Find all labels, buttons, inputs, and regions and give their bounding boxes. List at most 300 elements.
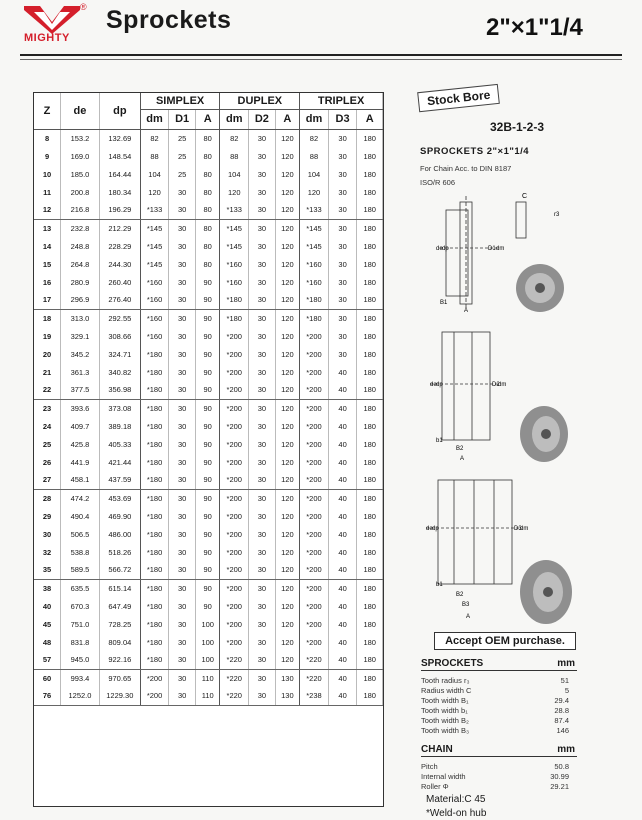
header-de: de [61, 93, 100, 129]
table-cell: 490.4 [61, 507, 100, 525]
table-cell: 196.29 [99, 201, 140, 219]
table-cell: *180 [140, 543, 169, 561]
table-cell: *180 [140, 471, 169, 489]
table-cell: 30 [249, 165, 276, 183]
table-cell: 30 [169, 651, 196, 669]
table-cell: 120 [275, 165, 300, 183]
table-cell: *180 [140, 363, 169, 381]
table-cell: *200 [300, 579, 329, 597]
table-cell: 40 [328, 669, 357, 687]
table-cell: 30 [34, 525, 61, 543]
label-a: A [460, 456, 465, 462]
table-cell: 276.40 [99, 291, 140, 309]
table-cell: 30 [169, 561, 196, 579]
table-cell: 180 [357, 129, 383, 147]
table-cell: 28 [34, 489, 61, 507]
table-cell: 922.16 [99, 651, 140, 669]
table-cell: 180 [357, 615, 383, 633]
table-cell: 180 [357, 381, 383, 399]
table-cell: 120 [275, 615, 300, 633]
table-cell: 30 [169, 183, 196, 201]
label-de: de [430, 382, 437, 388]
table-cell: 40 [328, 543, 357, 561]
table-cell: *145 [300, 237, 329, 255]
table-cell: *200 [220, 615, 249, 633]
table-row [34, 291, 383, 309]
table-cell: 120 [275, 309, 300, 327]
table-cell: 506.5 [61, 525, 100, 543]
table-cell: 148.54 [99, 147, 140, 165]
table-cell: 40 [328, 399, 357, 417]
table-cell: 421.44 [99, 453, 140, 471]
table-cell: *220 [220, 687, 249, 705]
table-cell: 30 [169, 489, 196, 507]
table-cell: *180 [140, 381, 169, 399]
table-cell: 30 [249, 489, 276, 507]
table-cell: 809.04 [99, 633, 140, 651]
property-row [421, 696, 577, 705]
table-cell: *220 [300, 669, 329, 687]
table-cell: 88 [140, 147, 169, 165]
table-cell: 30 [169, 345, 196, 363]
table-row [34, 381, 383, 399]
table-row [34, 327, 383, 345]
table-cell: 120 [275, 327, 300, 345]
table-cell: 180 [357, 219, 383, 237]
table-row [34, 489, 383, 507]
table-cell: 120 [275, 363, 300, 381]
property-value: 29.4 [554, 696, 569, 705]
table-cell: 30 [169, 471, 196, 489]
property-row [421, 706, 577, 715]
table-cell: 30 [328, 219, 357, 237]
table-cell: 538.8 [61, 543, 100, 561]
table-cell: 30 [169, 417, 196, 435]
table-cell: *200 [300, 507, 329, 525]
property-row [421, 782, 577, 791]
table-cell: 30 [328, 345, 357, 363]
header-dp: dp [99, 93, 140, 129]
label-a: A [464, 308, 469, 314]
table-cell: 104 [140, 165, 169, 183]
table-cell: *180 [140, 417, 169, 435]
table-cell: 30 [249, 399, 276, 417]
table-cell: 40 [328, 435, 357, 453]
table-row [34, 633, 383, 651]
table-cell: 30 [169, 579, 196, 597]
table-cell: 90 [195, 453, 220, 471]
table-cell: *200 [300, 633, 329, 651]
table-cell: 260.40 [99, 273, 140, 291]
table-cell: 185.0 [61, 165, 100, 183]
table-cell: *133 [140, 201, 169, 219]
table-row [34, 669, 383, 687]
header-a: A [275, 109, 300, 129]
table-cell: 30 [249, 381, 276, 399]
sprocket-table [33, 92, 384, 807]
table-cell: 831.8 [61, 633, 100, 651]
table-cell: 90 [195, 309, 220, 327]
table-cell: 80 [195, 129, 220, 147]
table-cell: 30 [169, 291, 196, 309]
label-d3: D3 [514, 526, 522, 532]
table-cell: *180 [300, 291, 329, 309]
table-cell: 120 [300, 183, 329, 201]
table-cell: 635.5 [61, 579, 100, 597]
header-simplex: SIMPLEX [140, 93, 220, 109]
table-cell: 566.72 [99, 561, 140, 579]
property-label: Tooth width b₁ [421, 706, 468, 715]
table-cell: 8 [34, 129, 61, 147]
header-a: A [195, 109, 220, 129]
table-cell: *180 [140, 525, 169, 543]
table-cell: 647.49 [99, 597, 140, 615]
table-cell: *200 [220, 561, 249, 579]
property-row [421, 686, 577, 695]
table-cell: *160 [300, 255, 329, 273]
table-row [34, 309, 383, 327]
table-cell: 12 [34, 201, 61, 219]
table-cell: 60 [34, 669, 61, 687]
table-cell: 40 [328, 381, 357, 399]
table-cell: 25 [169, 147, 196, 165]
table-cell: 30 [328, 183, 357, 201]
table-cell: 30 [249, 435, 276, 453]
table-cell: 751.0 [61, 615, 100, 633]
table-cell: 20 [34, 345, 61, 363]
table-cell: 180 [357, 669, 383, 687]
table-cell: 30 [169, 219, 196, 237]
table-cell: *200 [140, 669, 169, 687]
table-cell: 80 [195, 165, 220, 183]
table-row [34, 417, 383, 435]
table-cell: 100 [195, 633, 220, 651]
table-cell: 30 [169, 327, 196, 345]
table-cell: 589.5 [61, 561, 100, 579]
table-cell: 90 [195, 345, 220, 363]
table-cell: *200 [220, 525, 249, 543]
table-cell: 180 [357, 165, 383, 183]
table-cell: 180 [357, 597, 383, 615]
table-cell: 441.9 [61, 453, 100, 471]
table-cell: 27 [34, 471, 61, 489]
table-cell: 180 [357, 255, 383, 273]
table-cell: 244.30 [99, 255, 140, 273]
table-cell: 329.1 [61, 327, 100, 345]
table-cell: *238 [300, 687, 329, 705]
table-cell: *200 [300, 615, 329, 633]
table-cell: *220 [300, 651, 329, 669]
table-cell: 40 [328, 363, 357, 381]
table-cell: 164.44 [99, 165, 140, 183]
table-row [34, 345, 383, 363]
table-cell: 40 [328, 525, 357, 543]
table-cell: *200 [220, 597, 249, 615]
table-cell: 120 [275, 129, 300, 147]
oem-banner: Accept OEM purchase. [434, 632, 576, 650]
table-cell: 30 [249, 651, 276, 669]
table-cell: 180 [357, 543, 383, 561]
table-cell: *200 [220, 399, 249, 417]
table-cell: 30 [328, 201, 357, 219]
table-cell: 228.29 [99, 237, 140, 255]
table-cell: 361.3 [61, 363, 100, 381]
table-cell: *200 [220, 345, 249, 363]
table-cell: 40 [328, 471, 357, 489]
table-cell: 90 [195, 579, 220, 597]
table-cell: 30 [169, 615, 196, 633]
table-cell: 670.3 [61, 597, 100, 615]
table-cell: *180 [220, 309, 249, 327]
table-cell: 120 [275, 435, 300, 453]
table-cell: *180 [140, 579, 169, 597]
property-row [421, 762, 577, 771]
table-cell: 120 [275, 183, 300, 201]
table-cell: *200 [300, 381, 329, 399]
table-cell: 30 [249, 147, 276, 165]
table-cell: 120 [275, 471, 300, 489]
table-cell: 40 [328, 507, 357, 525]
table-cell: 180 [357, 183, 383, 201]
page-title: Sprockets [106, 6, 232, 34]
table-cell: 30 [328, 291, 357, 309]
property-label: Internal width [421, 772, 466, 781]
table-cell: *160 [220, 255, 249, 273]
table-cell: 90 [195, 435, 220, 453]
property-value: 87.4 [554, 716, 569, 725]
label-b2: B2 [456, 592, 464, 598]
property-label: Tooth radius r₃ [421, 676, 470, 685]
table-cell: 120 [275, 597, 300, 615]
table-cell: *200 [220, 417, 249, 435]
table-cell: *200 [300, 417, 329, 435]
label-b1: B1 [440, 300, 448, 306]
table-cell: 100 [195, 651, 220, 669]
table-cell: *200 [300, 471, 329, 489]
table-cell: 324.71 [99, 345, 140, 363]
sprocket-spec-title: SPROCKETS 2"×1"1/4 [420, 146, 530, 157]
table-cell: *180 [140, 345, 169, 363]
table-cell: 88 [220, 147, 249, 165]
table-row [34, 165, 383, 183]
table-cell: 23 [34, 399, 61, 417]
table-cell: 180 [357, 525, 383, 543]
table-cell: 80 [195, 255, 220, 273]
table-row [34, 543, 383, 561]
property-value: 51 [560, 676, 569, 685]
table-row [34, 363, 383, 381]
table-cell: *180 [140, 435, 169, 453]
table-cell: 82 [300, 129, 329, 147]
brand-name: MIGHTY [24, 32, 70, 44]
table-cell: *145 [220, 237, 249, 255]
table-cell: 30 [249, 579, 276, 597]
table-cell: 26 [34, 453, 61, 471]
divider [20, 59, 622, 60]
table-cell: 120 [275, 543, 300, 561]
table-cell: 30 [249, 507, 276, 525]
table-cell: 30 [169, 309, 196, 327]
table-cell: 458.1 [61, 471, 100, 489]
table-cell: 180 [357, 633, 383, 651]
table-cell: 30 [169, 543, 196, 561]
table-cell: 40 [328, 489, 357, 507]
chain-props-header: CHAIN mm [421, 744, 575, 755]
simplex-sprocket-photo [516, 264, 564, 312]
table-cell: 30 [328, 273, 357, 291]
table-cell: 30 [169, 525, 196, 543]
table-cell: *180 [140, 399, 169, 417]
table-cell: 30 [249, 255, 276, 273]
table-cell: 90 [195, 597, 220, 615]
table-cell: 993.4 [61, 669, 100, 687]
header-triplex: TRIPLEX [300, 93, 383, 109]
table-cell: 90 [195, 291, 220, 309]
table-cell: *160 [220, 273, 249, 291]
material-note: Material:C 45 [426, 794, 486, 805]
table-cell: *145 [140, 255, 169, 273]
table-cell: 90 [195, 489, 220, 507]
chain-spec: 2"×1"1/4 [486, 14, 583, 41]
table-cell: 25 [34, 435, 61, 453]
table-cell: 82 [140, 129, 169, 147]
table-cell: 180 [357, 435, 383, 453]
property-row [421, 716, 577, 725]
table-cell: 120 [275, 561, 300, 579]
table-cell: 1229.30 [99, 687, 140, 705]
table-cell: 30 [169, 435, 196, 453]
label-de: de [426, 526, 433, 532]
label-dm: dm [496, 246, 505, 252]
table-cell: 120 [275, 255, 300, 273]
table-cell: 389.18 [99, 417, 140, 435]
header-dm: dm [220, 109, 249, 129]
table-cell: 180 [357, 579, 383, 597]
table-cell: 180 [357, 237, 383, 255]
property-row [421, 676, 577, 685]
weld-note: *Weld-on hub [426, 808, 487, 819]
table-cell: 80 [195, 201, 220, 219]
label-de: de [436, 246, 443, 252]
table-cell: 232.8 [61, 219, 100, 237]
table-cell: 30 [169, 273, 196, 291]
table-cell: 90 [195, 525, 220, 543]
table-cell: 728.25 [99, 615, 140, 633]
label-a: A [466, 614, 471, 620]
table-cell: 30 [169, 687, 196, 705]
table-cell: 264.8 [61, 255, 100, 273]
table-cell: 340.82 [99, 363, 140, 381]
property-value: 29.21 [550, 782, 569, 791]
table-cell: *200 [300, 525, 329, 543]
table-cell: 292.55 [99, 309, 140, 327]
table-cell: 120 [275, 381, 300, 399]
table-cell: 100 [195, 615, 220, 633]
table-row [34, 615, 383, 633]
property-value: 5 [564, 686, 569, 695]
table-cell: 120 [220, 183, 249, 201]
table-cell: 9 [34, 147, 61, 165]
sprockets-props-header: SPROCKETS mm [421, 658, 575, 669]
table-cell: 180 [357, 345, 383, 363]
table-cell: 90 [195, 273, 220, 291]
table-cell: 90 [195, 327, 220, 345]
table-cell: 180 [357, 651, 383, 669]
table-cell: 30 [249, 363, 276, 381]
property-label: Radius width C [421, 686, 472, 695]
table-cell: 57 [34, 651, 61, 669]
table-cell: 120 [140, 183, 169, 201]
table-cell: 377.5 [61, 381, 100, 399]
table-cell: 30 [328, 327, 357, 345]
table-cell: 30 [169, 399, 196, 417]
table-cell: 30 [249, 525, 276, 543]
table-cell: 40 [328, 417, 357, 435]
table-cell: 30 [249, 615, 276, 633]
table-cell: *145 [140, 219, 169, 237]
table-cell: 90 [195, 399, 220, 417]
table-row [34, 507, 383, 525]
header-d3: D3 [328, 109, 357, 129]
table-cell: 32 [34, 543, 61, 561]
table-cell: 30 [249, 237, 276, 255]
table-cell: 453.69 [99, 489, 140, 507]
table-cell: *200 [300, 561, 329, 579]
table-cell: *145 [220, 219, 249, 237]
table-cell: 180 [357, 273, 383, 291]
table-cell: *133 [220, 201, 249, 219]
table-cell: 88 [300, 147, 329, 165]
table-cell: 120 [275, 453, 300, 471]
table-cell: *180 [140, 561, 169, 579]
table-cell: 120 [275, 579, 300, 597]
table-cell: *200 [220, 453, 249, 471]
table-cell: 48 [34, 633, 61, 651]
table-cell: 30 [328, 237, 357, 255]
table-cell: 40 [328, 561, 357, 579]
table-cell: 180 [357, 147, 383, 165]
table-cell: 30 [249, 471, 276, 489]
table-cell: 30 [249, 201, 276, 219]
table-cell: 10 [34, 165, 61, 183]
table-cell: *200 [300, 399, 329, 417]
table-cell: 30 [249, 561, 276, 579]
table-cell: 30 [169, 237, 196, 255]
table-cell: 120 [275, 489, 300, 507]
table-cell: 180 [357, 327, 383, 345]
table-row [34, 129, 383, 147]
table-cell: 90 [195, 543, 220, 561]
table-cell: 40 [328, 579, 357, 597]
triplex-sprocket-photo [520, 560, 572, 624]
table-cell: *200 [140, 687, 169, 705]
table-cell: 180 [357, 363, 383, 381]
table-cell: *200 [220, 381, 249, 399]
table-cell: *200 [300, 597, 329, 615]
table-cell: 373.08 [99, 399, 140, 417]
table-cell: *220 [220, 669, 249, 687]
label-b1-small: b1 [436, 438, 443, 444]
table-cell: *220 [220, 651, 249, 669]
table-cell: 296.9 [61, 291, 100, 309]
table-cell: 437.59 [99, 471, 140, 489]
table-cell: *200 [220, 507, 249, 525]
table-cell: 130 [275, 669, 300, 687]
header-a: A [357, 109, 383, 129]
label-d1: D1 [488, 246, 496, 252]
table-cell: *180 [140, 597, 169, 615]
table-cell: 90 [195, 561, 220, 579]
